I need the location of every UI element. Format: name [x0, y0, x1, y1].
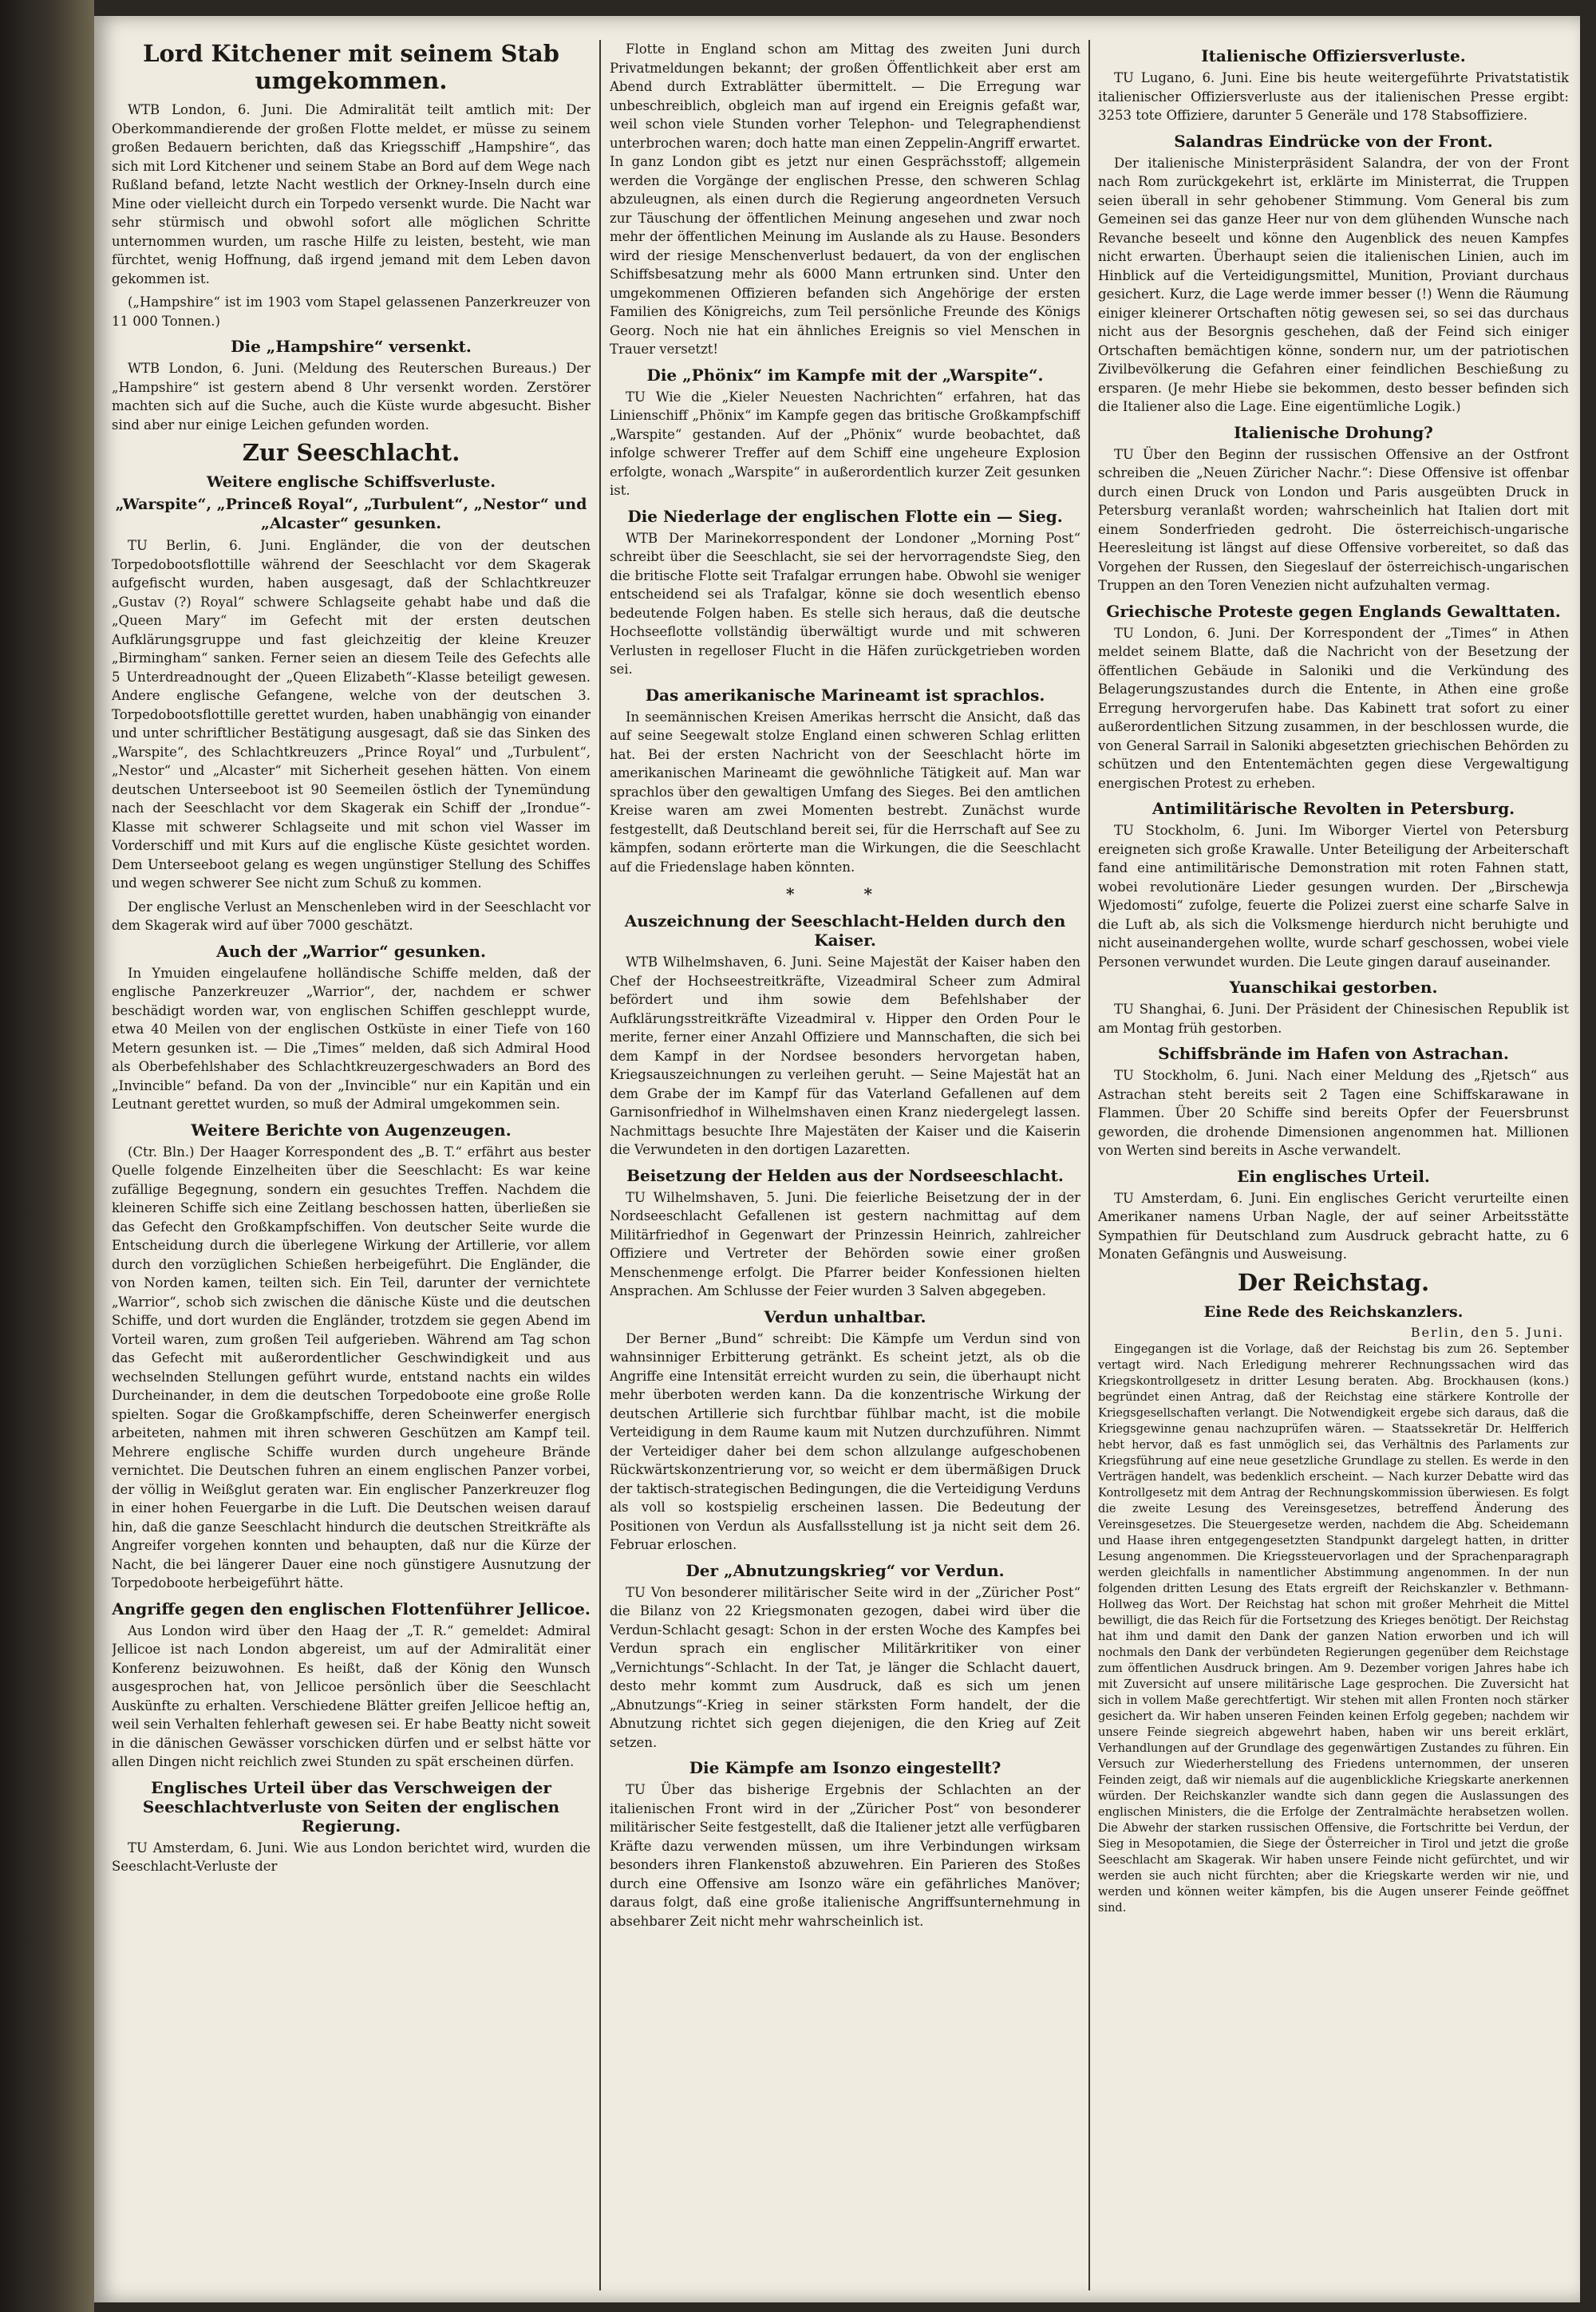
article-text: Der italienische Ministerpräsident Salandra, der von der Front nach Rom zurückgekehrt ist, erklärte im Ministerrat, die Truppen seien überall in sehr gehobener Stimmung. Vom General bis zum Gemeinen sei das ganze Heer nur von dem glühenden Wunsche nach Revanche beseelt und könne den Augenblick des neuen Kampfes nicht erwarten. Überhaupt seien die italienischen Linien, auch im Hinblick auf die Verteidigungsmittel, Munition, Proviant durchaus gesichert. Kurz, die Lage werde immer besser (!) Wenn die Räumung einiger kleinerer Ortschaften nötig gewesen sei, so sei das durchaus nicht aus der Besorgnis geschehen, daß der Feind sich einiger Ortschaften bemächtigen könne, sondern nur, um der patriotischen Zivilbevölkerung die Gefahren einer feindlichen Beschießung zu ersparen. (Je mehr Hiebe sie bekommen, desto besser befinden sich die Italiener also die Lage. Eine eigentümliche Logik.)	[1098, 155, 1569, 414]
article-text: TU Wie die „Kieler Neuesten Nachrichten“ erfahren, hat das Linienschiff „Phönix“ im Kampfe gegen das britische Großkampfschiff „Warspite“ gestanden. Auf der „Phönix“ wurde beobachtet, daß infolge schwerer Treffer auf dem Schiff eine ungeheure Explosion erfolgte, wonach „Warspite“ in außerordentlich kurzer Zeit gesunken ist.	[610, 389, 1080, 498]
article-text: TU Lugano, 6. Juni. Eine bis heute weitergeführte Privatstatistik italienischer Offiziersverluste aus der italienischen Presse ergibt: 3253 tote Offiziere, darunter 5 Generäle und 178 Stabsoffiziere.	[1098, 70, 1569, 123]
article-text: Flotte in England schon am Mittag des zweiten Juni durch Privatmeldungen bekannt; der großen Öffentlichkeit aber erst am Abend durch Extrablätter übermittelt. — Die Erregung war unbeschreiblich, obgleich man auf irgend ein Ereignis gefaßt war, weil schon viele Stunden vorher Telephon- und Telegraphendienst unterbrochen waren; doch hatte man einen Zeppelin-Angriff erwartet. In ganz London gibt es jetzt nur einen Gesprächsstoff; allgemein werden die Vorgänge der englischen Presse, den schweren Schlag abzuleugnen, als einen durch die Regierung angeordneten Versuch zur Täuschung der öffentlichen Meinung angesehen und zwar noch mehr der öffentlichen Meinung im Auslande als zu Hause. Besonders wird der riesige Menschenverlust bedauert, da von der englischen Schiffsbesatzung mehr als 6000 Mann ertrunken sind. Unter den umgekommenen Offizieren befanden sich Angehörige der ersten Familien des Königreichs, zum Teil persönliche Freunde des Königs Georg. Noch nie hat ein ähnliches Ereignis so viel Menschen in Trauer versetzt!	[610, 41, 1080, 357]
article-text: WTB Der Marinekorrespondent der Londoner „Morning Post“ schreibt über die Seeschlacht, sie sei der hervorragendste Sieg, den die britische Flotte seit Trafalgar errungen habe. Obwohl sie weniger entscheidend sei als Trafalgar, könne sie doch wesentlich ebenso bedeutende Folgen haben. Es stelle sich heraus, daß die deutsche Hochseeflotte vollständig überwältigt wurde und mit schweren Verlusten in regelloser Flucht in die Häfen zurückgetrieben worden sei.	[610, 530, 1080, 677]
headline-phoenix: Die „Phönix“ im Kampfe mit der „Warspite“.	[646, 365, 1044, 385]
headline-isonzo: Die Kämpfe am Isonzo eingestellt?	[689, 1758, 1001, 1777]
article-text: (Ctr. Bln.) Der Haager Korrespondent des „B. T.“ erfährt aus bester Quelle folgende Einzelheiten über die Seeschlacht: Es war keine zufällige Begegnung, sondern ein gesuchtes Treffen. Nachdem die kleineren Schiffe sich eine Zeitlang beschossen hatten, überließen sie das Gefecht den Großkampfschiffen. Von deutscher Seite wurde die Entscheidung durch die überlegene Wirkung der Artillerie, vor allem durch den vorzüglichen Schießen herbeigeführt. Die Engländer, die von Norden kamen, teilten sich. Ein Teil, darunter der vernichtete „Warrior“, schob sich zwischen die dänische Küste und die deutschen Schiffe, und dort wurden die Engländer, trotzdem sie gegen Abend im Vorteil waren, zum großen Teil aufgerieben. Während am Tag schon das Gefecht mit außerordentlicher Geschwindigkeit und aus wechselnden Stellungen geführt wurde, entstand nachts ein wildes Durcheinander, in dem die deutschen Torpedoboote eine große Rolle spielten. Sogar die Großkampfschiffe, deren Scheinwerfer energisch arbeiteten, nahmen mit ihren schweren Geschützen am Kampf teil. Mehrere englische Schiffe wurden durch ungeheure Brände vernichtet. Die Deutschen fuhren an einem englischen Panzer vorbei, der völlig in Weißglut geraten war. Ein englischer Panzerkreuzer flog in einer hohen Feuergarbe in die Luft. Die Deutschen weisen darauf hin, daß die ganze Seeschlacht hindurch die deutschen Streitkräfte als Angreifer vorgehen konnten und behaupten, daß nur die Kürze der Nacht, die bei längerer Dauer eine noch günstigere Ausnutzung der Torpedoboote herbeigeführt hätte.	[112, 1144, 591, 1591]
column-rule	[1088, 40, 1090, 2290]
dateline: Berlin, den 5. Juni.	[1410, 1324, 1564, 1340]
article-text: Eingegangen ist die Vorlage, daß der Reichstag bis zum 26. September vertagt wird. Nach Erledigung mehrerer Rechnungssachen wird das Kriegskontrollgesetz in dritter Lesung beraten. Abg. Brockhausen (kons.) begründet einen Antrag, daß der Reichstag eine stärkere Kontrolle der Kriegsgesellschaften verlangt. Die Notwendigkeit ergebe sich daraus, daß die Kriegsgewinne genau nachzuprüfen wären. — Staatssekretär Dr. Helfferich hebt hervor, daß es fast unmöglich sei, das Verhältnis des Parlaments zur Kriegsführung auf eine neue gesetzliche Grundlage zu stellen. Es werde in den Verträgen handelt, was bedenklich erscheint. — Nach kurzer Debatte wird das Kontrollgesetz mit dem Antrag der Rechnungskommission überwiesen. Es folgt die zweite Lesung des Vereinsgesetzes, betreffend Änderung des Vereinsgesetzes. Die Steuergesetze werden, nachdem die Abg. Scheidemann und Haase ihren entgegengesetzten Standpunkt dargelegt hatten, in dritter Lesung angenommen. Die Kriegssteuervorlagen und der Sprachenparagraph werden gleichfalls in namentlicher Abstimmung angenommen. In der nun folgenden dritten Lesung des Etats ergreift der Reichskanzler v. Bethmann-Hollweg das Wort. Der Reichstag hat schon mit großer Mehrheit die Mittel bewilligt, die das Reich für die Fortsetzung des Krieges benötigt. Der Reichstag hat ihm und damit den Dank der ganzen Nation erworben und ich will nochmals den Dank der verbündeten Regierungen gegenüber dem Reichstage zum öffentlichen Ausdruck bringen. Am 9. Dezember vorigen Jahres habe ich mit Zuversicht auf unsere militärische Lage gesprochen. Die Zuversicht hat sich in vollem Maße gerechtfertigt. Wir stehen mit allen Fronten noch stärker gesichert da. Wir haben unseren Feinden keinen Erfolg gegeben; nachdem wir unsere Feinde siegreich abgewehrt haben, haben wir uns bereit erklärt, Verhandlungen auf der Grundlage des gegenwärtigen Zustandes zu führen. Ein Versuch zur Wiederherstellung des Friedens unternommen, der unseren Feinden zeigt, daß wir niemals auf die augenblickliche Kriegskarte anerkennen würden. Der Reichskanzler wandte sich dann gegen die Auslassungen des englischen Ministers, die die Erfolge der Zentralmächte herabsetzen wollen. Die Abwehr der starken russischen Offensive, die Fortschritte bei Verdun, der Sieg in Mesopotamien, die Siege der Österreicher in Tirol und jetzt die große Seeschlacht am Skagerak. Wir haben unsere Feinde nicht gefürchtet, und wir werden sie auch nicht fürchten; aber die Kriegskarte werden wir nie, und werden und können weiter kämpfen, bis die Augen unserer Feinde geöffnet sind.	[1098, 1342, 1569, 1915]
article-text: WTB London, 6. Juni. Die Admiralität teilt amtlich mit: Der Oberkommandierende der großen Flotte meldet, er müsse zu seinem großen Bedauern berichten, daß das Kriegsschiff „Hampshire“, das sich mit Lord Kitchener und seinem Stabe an Bord auf dem Wege nach Rußland befand, letzte Nacht westlich der Orkney-Inseln durch eine Mine oder vielleicht durch ein Torpedo versenkt wurde. Die Nacht war sehr stürmisch und obwohl sofort alle möglichen Schritte unternommen wurden, um rasche Hilfe zu leisten, besteht, wie man fürchtet, wenig Hoffnung, daß irgend jemand mit dem Leben davon gekommen ist.	[112, 102, 591, 287]
headline-englisches-urteil-verschweigen: Englisches Urteil über das Verschweigen der Seeschlachtverluste von Seiten der englischen Regierung.	[142, 1777, 560, 1836]
headline-verdun-unhaltbar: Verdun unhaltbar.	[764, 1306, 926, 1326]
headline-seeschlacht: Zur Seeschlacht.	[242, 439, 460, 466]
headline-jellicoe: Angriffe gegen den englischen Flottenführer Jellicoe.	[112, 1599, 591, 1618]
newspaper-page	[94, 16, 1580, 2302]
article-text: In Ymuiden eingelaufene holländische Schiffe melden, daß der englische Panzerkreuzer „Warrior“, der, nachdem er schwer beschädigt worden war, von englischen Schiffen geschleppt wurde, etwa 40 Meilen von der englischen Ostküste in einer Tiefe von 160 Metern gesunken ist. — Die „Times“ melden, daß sich Admiral Hood als Oberbefehlshaber des Schlachtkreuzergeschwaders an Bord des „Invincible“ befand. Da von der „Invincible“ nur ein Kapitän und ein Leutnant gerettet wurden, so muß der Admiral umgekommen sein.	[112, 965, 591, 1112]
article-text: TU Amsterdam, 6. Juni. Ein englisches Gericht verurteilte einen Amerikaner namens Urban Nagle, der auf seiner Arbeitsstätte Sympathien für Deutschland zum Ausdruck gebracht hatte, zu 6 Monaten Gefängnis und Ausweisung.	[1098, 1190, 1569, 1262]
column-right	[1098, 40, 1569, 2290]
headline-reichstag: Der Reichstag.	[1237, 1268, 1430, 1296]
article-text: TU London, 6. Juni. Der Korrespondent der „Times“ in Athen meldet seinem Blatte, daß die Nachricht von der Besetzung der öffentlichen Gebäude in Saloniki und die Verkündung des Belagerungszustandes durch die Entente, in Athen eine große Erregung hervorgerufen habe. Das Kabinett trat sofort zu einer außerordentlichen Sitzung zusammen, in der beschlossen wurde, die von General Sarrail in Saloniki abgesetzten griechischen Behörden zu schützen und den Ententemächten gegen diese Vergewaltigung energischen Protest zu erheben.	[1098, 625, 1569, 791]
headline-warrior: Auch der „Warrior“ gesunken.	[216, 941, 486, 961]
headline-astrachan: Schiffsbrände im Hafen von Astrachan.	[1158, 1044, 1509, 1063]
article-text: TU Wilhelmshaven, 5. Juni. Die feierliche Beisetzung der in der Nordseeschlacht Gefallenen ist gestern nachmittag auf dem Militärfriedhof in Gegenwart der Prinzessin Heinrich, zahlreicher Offiziere und Vertreter der Behörden sowie einer großen Menschenmenge erfolgt. Die Pfarrer beider Konfessionen hielten Ansprachen. Am Schlusse der Feier wurden 3 Salven abgegeben.	[610, 1189, 1080, 1298]
headline-auszeichnung: Auszeichnung der Seeschlacht-Helden durch den Kaiser.	[624, 911, 1066, 950]
headline-marineamt: Das amerikanische Marineamt ist sprachlos.	[645, 685, 1045, 705]
article-text: TU Amsterdam, 6. Juni. Wie aus London berichtet wird, wurden die Seeschlacht-Verluste der	[112, 1840, 591, 1874]
book-binding	[0, 0, 94, 2312]
article-text: Der Berner „Bund“ schreibt: Die Kämpfe um Verdun sind von wahnsinniger Erbitterung getränkt. Es scheint jetzt, als ob die Angriffe eine Intensität erreicht wurden zu sein, die überhaupt nicht mehr überboten werden kann. Da die konzentrische Wirkung der deutschen Artillerie sich furchtbar fühlbar macht, ist die mobile Verteidigung in dem Raume kaum mit Nutzen durchzuführen. Nimmt der Verteidiger daher bei dem schon allzulange aufgeschobenen Rückwärtskonzentrierung vor, so weicht er dem übermäßigen Druck der taktisch-strategischen Bedingungen, die die Verteidigung Verduns als voll so kostspielig erscheinen lassen. Die Bedeutung der Positionen von Verdun als Ausfallsstellung ist ja nicht seit dem 26. Februar erloschen.	[610, 1330, 1080, 1552]
subheadline-ships: „Warspite“, „Princeß Royal“, „Turbulent“, „Nestor“ und „Alcaster“ gesunken.	[115, 496, 587, 532]
headline-drohung: Italienische Drohung?	[1234, 422, 1433, 442]
article-text: („Hampshire“ ist im 1903 vom Stapel gelassenen Panzerkreuzer von 11 000 Tonnen.)	[112, 294, 591, 329]
subheadline-schiffsverluste: Weitere englische Schiffsverluste.	[206, 473, 496, 491]
headline-niederlage: Die Niederlage der englischen Flotte ein — Sieg.	[627, 506, 1063, 526]
headline-griechische-proteste: Griechische Proteste gegen Englands Gewalttaten.	[1106, 601, 1561, 621]
headline-revolten: Antimilitärische Revolten in Petersburg.	[1152, 799, 1515, 818]
column-left	[112, 40, 591, 2290]
article-text: TU Shanghai, 6. Juni. Der Präsident der Chinesischen Republik ist am Montag früh gestorben.	[1098, 1002, 1569, 1036]
article-text: WTB London, 6. Juni. (Meldung des Reuterschen Bureaus.) Der „Hampshire“ ist gestern abend 8 Uhr versenkt worden. Zerstörer machten sich auf die Suche, auch die Küste wurde abgesucht. Bisher sind aber nur einige Leichen gefunden worden.	[112, 361, 591, 433]
article-text: Aus London wird über den Haag der „T. R.“ gemeldet: Admiral Jellicoe ist nach London abgereist, um auf der Admiralität einer Konferenz beizuwohnen. Es heißt, daß der König den Wunsch ausgesprochen hat, von Jellicoe persönlich über die Seeschlacht Auskünfte zu erhalten. Verschiedene Blätter greifen Jellicoe heftig an, weil sein Verhalten fehlerhaft gewesen sei. Er habe Beatty nicht soweit in die dänischen Gewässer vorschicken dürfen und er selbst hätte vor allen Dingen nicht reichlich zwei Stunden zu spät erscheinen dürfen.	[112, 1622, 591, 1769]
headline-yuanschikai: Yuanschikai gestorben.	[1229, 978, 1438, 997]
headline-abnutzungskrieg: Der „Abnutzungskrieg“ vor Verdun.	[685, 1560, 1005, 1580]
headline-kitchener: Lord Kitchener mit seinem Stab umgekommen.	[143, 40, 559, 94]
headline-hampshire: Die „Hampshire“ versenkt.	[231, 337, 472, 356]
article-text: Der englische Verlust an Menschenleben wird in der Seeschlacht vor dem Skagerak wird auf über 7000 geschätzt.	[112, 899, 591, 933]
article-text: TU Berlin, 6. Juni. Engländer, die von der deutschen Torpedobootsflottille während der Seeschlacht vor dem Skagerak aufgefischt wurden, haben ausgesagt, daß der Schlachtkreuzer „Gustav (?) Royal“ schwere Schlagseite gehabt habe und daß die „Queen Mary“ im Gefecht mit der ersten deutschen Aufklärungsgruppe und fast gleichzeitig der kleine Kreuzer „Birmingham“ sanken. Ferner seien an diesem Teile des Gefechts alle 5 Unterdreadnought der „Queen Elizabeth“-Klasse beteiligt gewesen. Andere englische Gefangene, welche von der deutschen 3. Torpedobootsflottille gerettet wurden, haben unabhängig von einander und unter schriftlicher Bestätigung ausgesagt, daß sie das Sinken des „Warspite“, des Schlachtkreuzers „Prince Royal“ und „Turbulent“, „Nestor“ und „Alcaster“ mit Sicherheit gesehen hätten. Von einem deutschen Unterseeboot ist 90 Seemeilen östlich der Tynemündung nach der Seeschlacht vor dem Skagerak ein Schiff der „Irondue“-Klasse mit schwerer Schlagseite und mit schon viel Wasser im Vorderschiff und mit Kurs auf die englische Küste gesichtet worden. Dem Unterseeboot gelang es wegen ungünstiger Stellung des Schiffes und wegen schwerer See nicht zum Schuß zu kommen.	[112, 538, 591, 891]
subheadline-reichskanzler: Eine Rede des Reichskanzlers.	[1203, 1302, 1464, 1321]
column-rule	[599, 40, 601, 2290]
article-text: TU Von besonderer militärischer Seite wird in der „Züricher Post“ die Bilanz von 22 Kriegsmonaten gezogen, dabei wird über die Verdun-Schlacht gesagt: Schon in der ersten Woche des Kampfes bei Verdun sprach ein englischer Militärkritiker von einer „Vernichtungs“-Schlacht. In der Tat, je länger die Schlacht dauert, desto mehr kommt zum Ausdruck, daß es sich um jenen „Abnutzungs“-Krieg in seiner stärksten Form handelt, der die Abnutzung richtet sich gegen diejenigen, die den Krieg auf Zeit setzen.	[610, 1584, 1080, 1750]
headline-augenzeugen: Weitere Berichte von Augenzeugen.	[191, 1120, 512, 1140]
article-text: TU Stockholm, 6. Juni. Im Wiborger Viertel von Petersburg ereigneten sich große Krawalle. Unter Beteiligung der Arbeiterschaft fand eine antimilitärische Demonstration mit roten Fahnen statt, wobei revolutionäre Lieder gesungen wurden. Der „Birschewja Wjedomosti“ zufolge, feuerte die Polizei zuerst eine scharfe Salve in die Luft ab, als sich die Volksmenge hierdurch nicht beruhigte und nicht auseinandergehen wollte, wurde scharf geschossen, wobei viele Personen verwundet wurden. Die Leute gingen darauf auseinander.	[1098, 823, 1569, 970]
article-text: TU Über den Beginn der russischen Offensive an der Ostfront schreiben die „Neuen Züricher Nachr.“: Diese Offensive ist offenbar durch einen Druck von London und Paris ausgeübten Druck in Petersburg veranlaßt worden; wahrscheinlich hat Italien dort mit einem Sonderfrieden gedroht. Die österreichisch-ungarische Heeresleitung ist längst auf diese Offensive vorbereitet, so daß das Vorgehen der Russen, den Siegeslauf der österreichisch-ungarischen Truppen an den Toren Venezien nicht aufzuhalten vermag.	[1098, 446, 1569, 593]
article-text: WTB Wilhelmshaven, 6. Juni. Seine Majestät der Kaiser haben den Chef der Hochseestreitkräfte, Vizeadmiral Scheer zum Admiral befördert und ihm sowie dem Befehlshaber der Aufklärungsstreitkräfte Vizeadmiral v. Hipper den Orden Pour le merite, ferner einer Anzahl Offiziere und Mannschaften, die sich bei dem Kampf in der Nordsee besonders hervorgetan haben, Kriegsauszeichnungen zu verleihen geruht. — Seine Majestät hat an dem Grabe der im Kampf für das Vaterland Gefallenen auf dem Garnisonfriedhof in Wilhelmshaven einen Kranz niedergelegt lassen. Nachmittags besuchte Ihre Majestäten der Kaiser und die Kaiserin die Verwundeten in den dortigen Lazaretten.	[610, 954, 1080, 1157]
headline-salandra: Salandras Eindrücke von der Front.	[1174, 131, 1493, 151]
headline-offiziersverluste: Italienische Offiziersverluste.	[1201, 46, 1466, 65]
section-separator: * *	[786, 884, 904, 903]
headline-englisches-urteil: Ein englisches Urteil.	[1237, 1166, 1430, 1186]
column-middle	[610, 40, 1080, 2290]
article-text: In seemännischen Kreisen Amerikas herrscht die Ansicht, daß das auf seine Seegewalt stolze England einen schweren Schlag erlitten hat. Bei der ersten Nachricht von der Seeschlacht hörte im amerikanischen Marineamt die gewöhnliche Tätigkeit auf. Man war sprachlos über den gewaltigen Umfang des Sieges. Bei den amtlichen Kreise waren am zwei Momenten bestrebt. Zunächst wurde festgestellt, daß Deutschland bereit sei, für die Herrschaft auf See zu kämpfen, sodann erörterte man die Wirkungen, die die Seeschlacht auf die Friedenslage haben könnten.	[610, 709, 1080, 875]
article-text: TU Über das bisherige Ergebnis der Schlachten an der italienischen Front wird in der „Züricher Post“ von besonderer militärischer Seite festgestellt, daß die Italiener jetzt alle verfügbaren Kräfte dazu verwenden müssen, um ihre Verbindungen wirksam besonders ihren Flankenstoß abzuwehren. Ein Parieren des Stoßes durch eine Offensive am Isonzo wäre ein gefährliches Manöver; daraus folgt, daß eine große italienische Angriffsunternehmung in absehbarer Zeit nicht mehr wahrscheinlich ist.	[610, 1782, 1080, 1929]
article-text: TU Stockholm, 6. Juni. Nach einer Meldung des „Rjetsch“ aus Astrachan steht bereits seit 2 Tagen eine Schiffskarawane in Flammen. Über 20 Schiffe sind bereits Opfer der Feuersbrunst geworden, die drohende Dimensionen angenommen hat. Millionen von Werten sind bereits in Asche verwandelt.	[1098, 1068, 1569, 1158]
headline-beisetzung: Beisetzung der Helden aus der Nordseeschlacht.	[626, 1165, 1064, 1185]
